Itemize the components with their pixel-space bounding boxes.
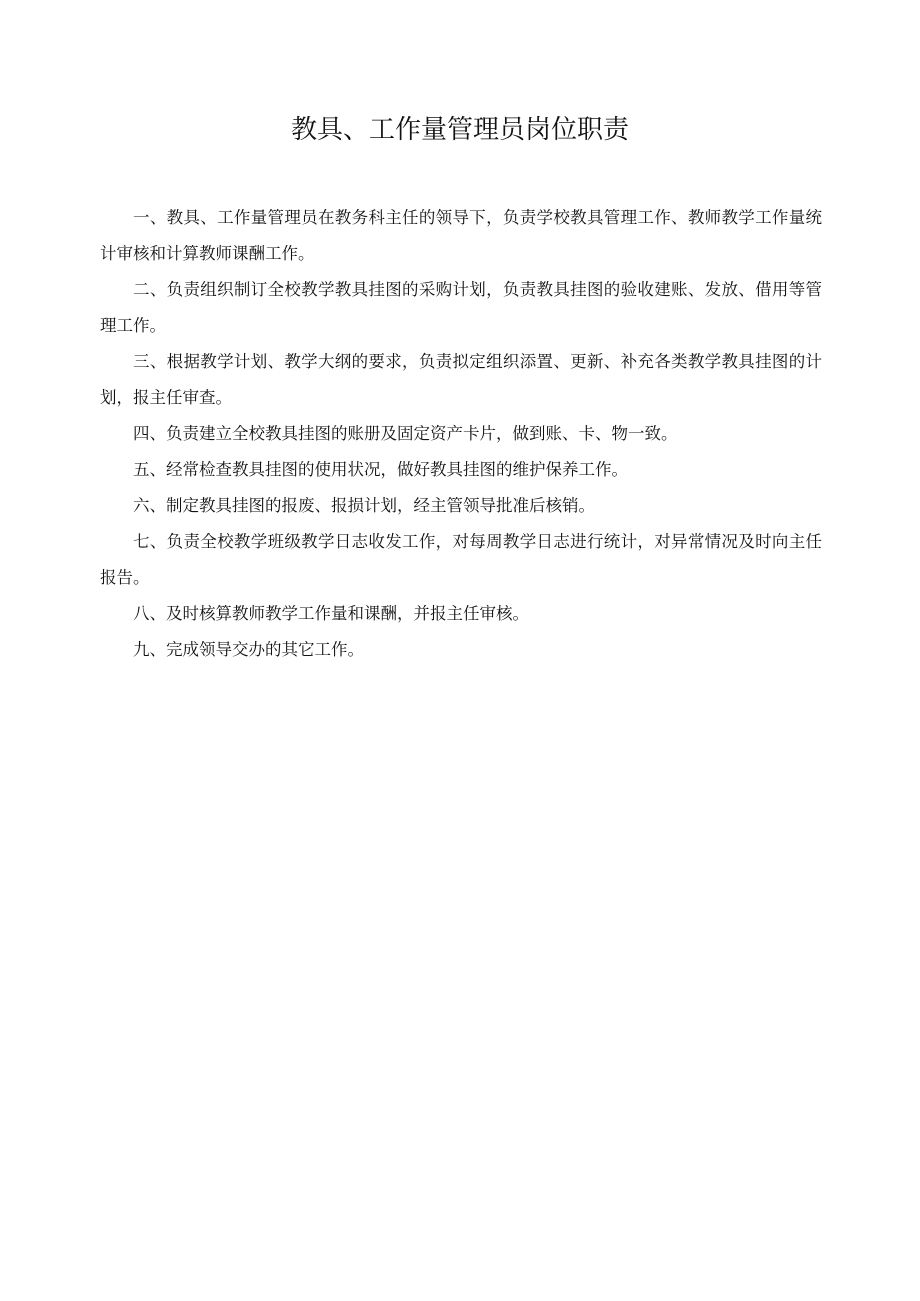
paragraph-3: 三、根据教学计划、教学大纲的要求，负责拟定组织添置、更新、补充各类教学教具挂图的计划，报主任审查。	[100, 352, 822, 407]
document-title: 教具、工作量管理员岗位职责	[290, 115, 629, 145]
paragraph-1: 一、教具、工作量管理员在教务科主任的领导下，负责学校教具管理工作、教师教学工作量统计审核和计算教师课酬工作。	[100, 208, 822, 263]
paragraph-7: 七、负责全校教学班级教学日志收发工作，对每周教学日志进行统计，对异常情况及时向主任报告。	[100, 532, 822, 587]
paragraph-9: 九、完成领导交办的其它工作。	[133, 640, 364, 659]
paragraph-8: 八、及时核算教师教学工作量和课酬，并报主任审核。	[133, 604, 529, 623]
paragraph-2: 二、负责组织制订全校教学教具挂图的采购计划，负责教具挂图的验收建账、发放、借用等管理工作。	[100, 280, 822, 335]
paragraph-4: 四、负责建立全校教具挂图的账册及固定资产卡片，做到账、卡、物一致。	[133, 424, 678, 443]
document-body	[100, 200, 822, 668]
paragraph-6: 六、制定教具挂图的报废、报损计划，经主管领导批准后核销。	[133, 496, 595, 515]
paragraph-5: 五、经常检查教具挂图的使用状况，做好教具挂图的维护保养工作。	[133, 460, 628, 479]
